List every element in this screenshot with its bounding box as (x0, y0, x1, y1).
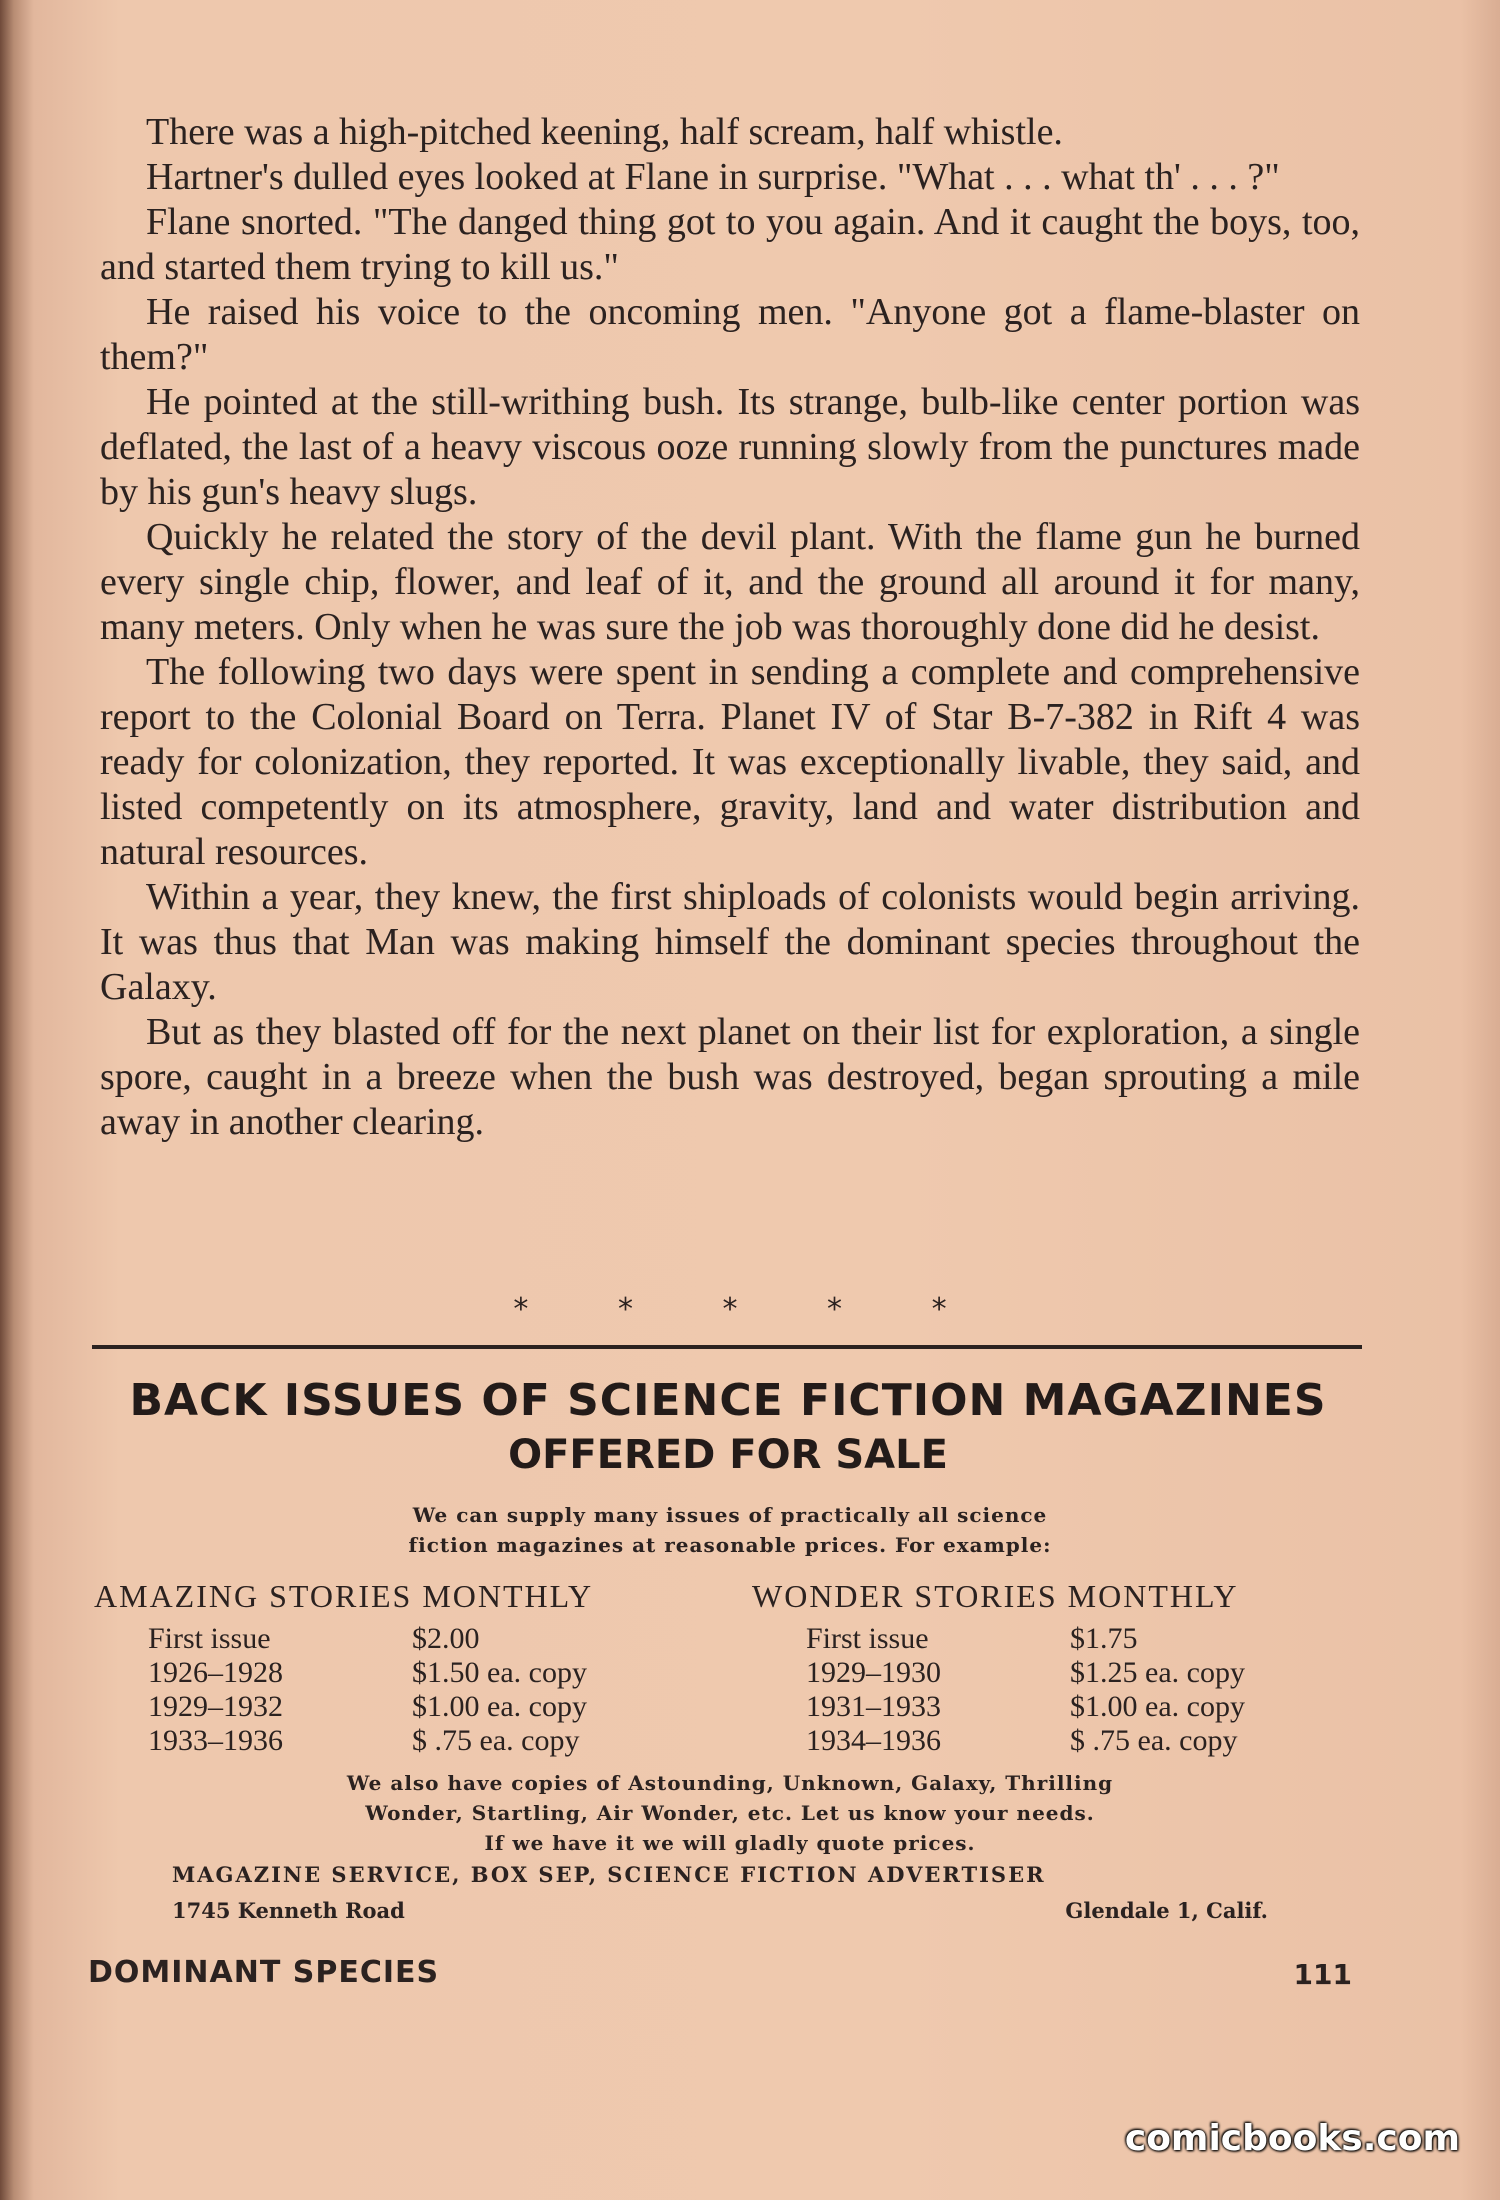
story-paragraph: Hartner's dulled eyes looked at Flane in surprise. "What . . . what th' . . . ?" (146, 156, 1280, 198)
price-row (806, 1656, 1245, 1690)
price-row (148, 1724, 587, 1758)
ad-also-text (150, 1768, 1310, 1858)
ad-also-line: If we have it we will gladly quote prices. (484, 1831, 976, 1855)
issue-period: First issue (148, 1622, 271, 1655)
issue-period: First issue (806, 1622, 929, 1655)
price-row (806, 1724, 1245, 1758)
issue-period: 1929–1930 (806, 1656, 941, 1689)
amazing-price-table (148, 1622, 587, 1758)
watermark-logo: comicbooks.com (1124, 2118, 1460, 2159)
ad-street-address: 1745 Kenneth Road (172, 1898, 405, 1923)
issue-price: $ .75 ea. copy (412, 1724, 580, 1757)
issue-price: $1.50 ea. copy (412, 1656, 587, 1689)
issue-price: $1.25 ea. copy (1070, 1656, 1245, 1689)
wonder-price-table (806, 1622, 1245, 1758)
story-paragraph: Quickly he related the story of the devil plant. With the flame gun he burned every single chip, flower, and leaf of it, and the ground all around it for many, many meters. Only when he was sure the job was thoroughly done did he desist. (100, 516, 1360, 648)
ad-service-name: MAGAZINE SERVICE, BOX SEP, SCIENCE FICTION ADVERTISER (172, 1862, 1046, 1887)
story-paragraph: Within a year, they knew, the first shiploads of colonists would begin arriving. It was thus that Man was making himself the dominant species throughout the Galaxy. (100, 876, 1360, 1008)
page-number: 111 (1293, 1958, 1352, 1991)
issue-price: $ .75 ea. copy (1070, 1724, 1238, 1757)
ad-also-line: Wonder, Startling, Air Wonder, etc. Let us know your needs. (365, 1801, 1095, 1825)
ad-city-address: Glendale 1, Calif. (1065, 1898, 1268, 1923)
issue-period: 1933–1936 (148, 1724, 283, 1757)
story-paragraph: But as they blasted off for the next planet on their list for exploration, a single spore, caught in a breeze when the bush was destroyed, began sprouting a mile away in another clearing. (100, 1011, 1360, 1143)
story-paragraph: He raised his voice to the oncoming men. "Anyone got a flame-blaster on them?" (100, 291, 1360, 378)
amazing-stories-title: AMAZING STORIES MONTHLY (94, 1578, 594, 1614)
wonder-stories-title: WONDER STORIES MONTHLY (752, 1578, 1239, 1614)
price-row (148, 1622, 587, 1656)
ad-subheadline: OFFERED FOR SALE (508, 1432, 948, 1478)
issue-price: $1.00 ea. copy (412, 1690, 587, 1723)
running-footer-title: DOMINANT SPECIES (88, 1955, 440, 1990)
issue-price: $2.00 (412, 1622, 480, 1655)
ad-also-line: We also have copies of Astounding, Unknown, Galaxy, Thrilling (346, 1771, 1114, 1795)
divider-rule (92, 1345, 1362, 1349)
price-row (806, 1690, 1245, 1724)
story-text (100, 110, 1360, 1145)
issue-period: 1931–1933 (806, 1690, 941, 1723)
issue-period: 1926–1928 (148, 1656, 283, 1689)
price-row (148, 1690, 587, 1724)
story-paragraph: There was a high-pitched keening, half scream, half whistle. (146, 111, 1063, 153)
story-paragraph: Flane snorted. "The danged thing got to you again. And it caught the boys, too, and started them trying to kill us." (100, 201, 1360, 288)
story-paragraph: He pointed at the still-writhing bush. Its strange, bulb-like center portion was deflated, the last of a heavy viscous ooze running slowly from the punctures made by his gun's heavy slugs. (100, 381, 1360, 513)
issue-price: $1.00 ea. copy (1070, 1690, 1245, 1723)
story-paragraph: The following two days were spent in sending a complete and comprehensive report to the Colonial Board on Terra. Planet IV of Star B-7-382 in Rift 4 was ready for colonization, they reported. It was exceptionally livable, they said, and listed competently on its atmosphere, gravity, land and water distribution and natural resources. (100, 651, 1360, 873)
ad-intro-line: fiction magazines at reasonable prices. For example: (408, 1533, 1052, 1557)
price-row (148, 1656, 587, 1690)
section-separator: * * * * * (513, 1292, 987, 1327)
ad-headline: BACK ISSUES OF SCIENCE FICTION MAGAZINES (129, 1375, 1327, 1426)
issue-period: 1934–1936 (806, 1724, 941, 1757)
price-row (806, 1622, 1245, 1656)
ad-intro-line: We can supply many issues of practically all science (412, 1503, 1048, 1527)
issue-price: $1.75 (1070, 1622, 1138, 1655)
ad-intro (150, 1500, 1310, 1560)
issue-period: 1929–1932 (148, 1690, 283, 1723)
